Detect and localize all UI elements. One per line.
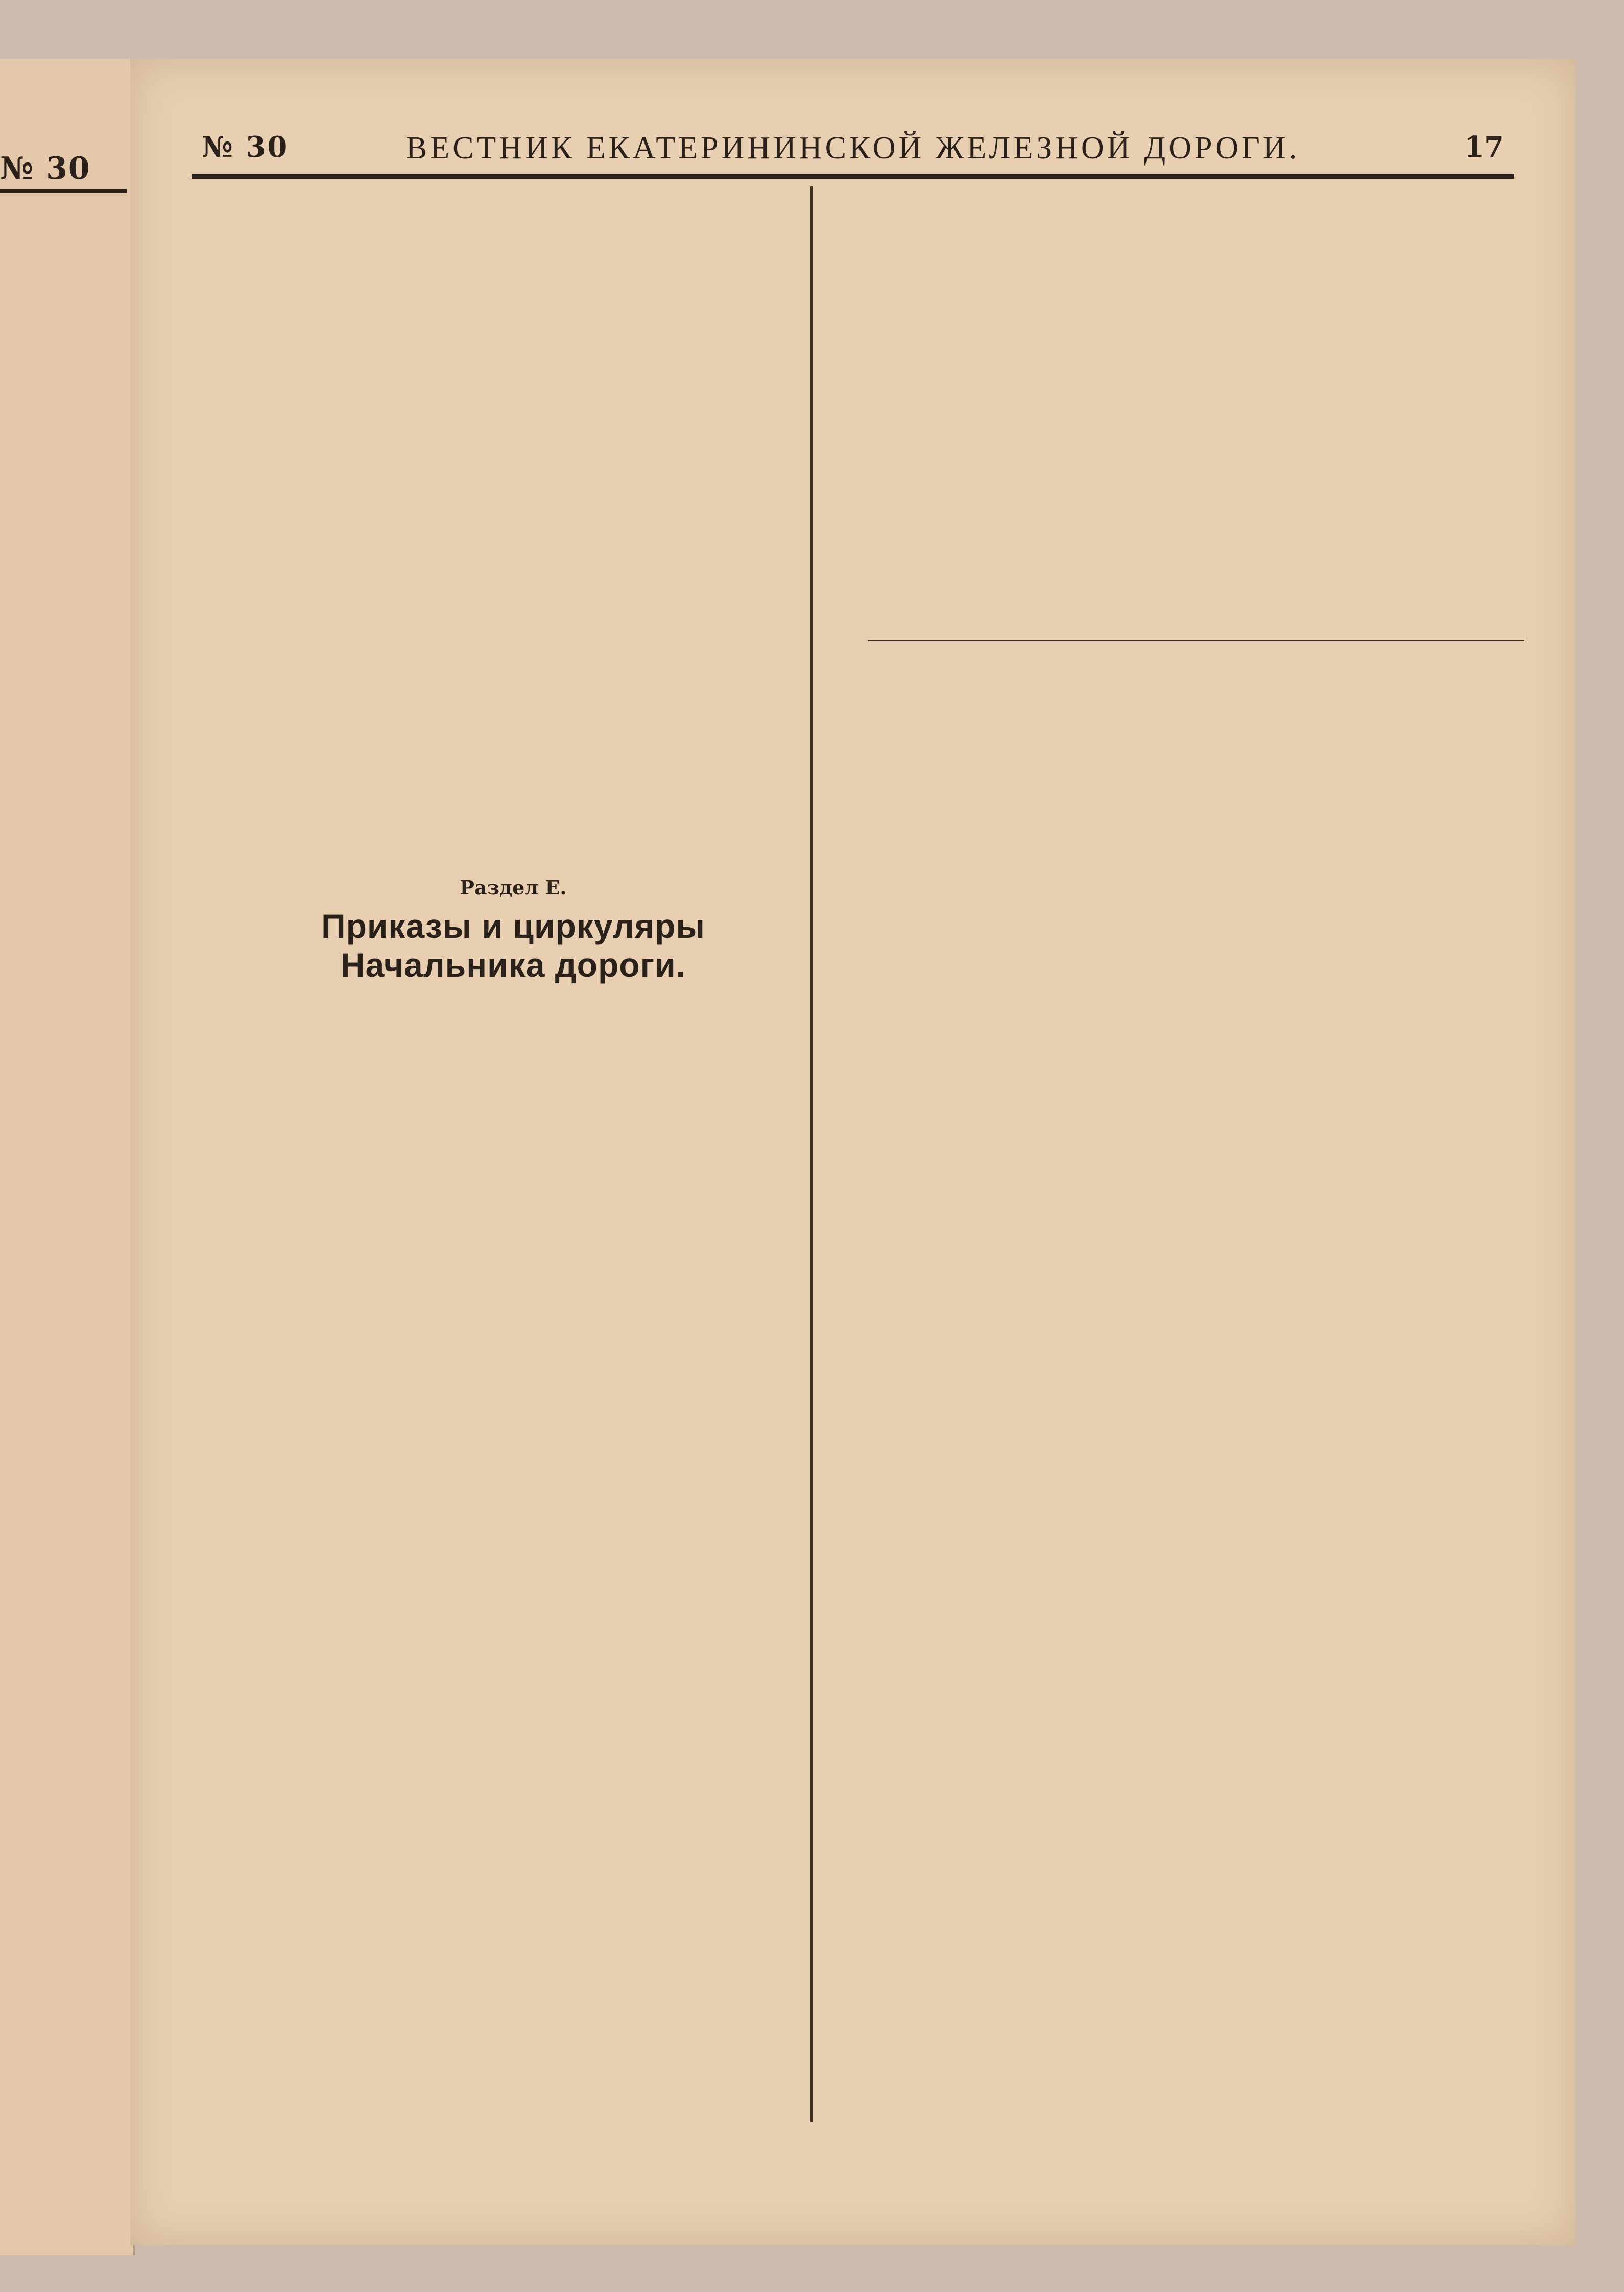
article-separator bbox=[868, 640, 1524, 641]
section-label: Раздел Е. bbox=[460, 876, 567, 899]
newspaper-page bbox=[130, 59, 1575, 2245]
header-rule bbox=[192, 174, 1514, 179]
previous-page-rule bbox=[0, 189, 127, 193]
page-number: 17 bbox=[1464, 130, 1504, 164]
page-header bbox=[202, 130, 1504, 176]
section-title: Приказы и циркуляры Начальника дороги. bbox=[321, 907, 705, 984]
masthead-title: ВЕСТНИК ЕКАТЕРИНИНСКОЙ ЖЕЛЕЗНОЙ ДОРОГИ. bbox=[405, 131, 1300, 166]
previous-page-number: № 30 bbox=[0, 151, 91, 186]
issue-number: № 30 bbox=[202, 130, 289, 164]
previous-page-edge bbox=[0, 59, 135, 2255]
column-divider bbox=[810, 186, 813, 2122]
